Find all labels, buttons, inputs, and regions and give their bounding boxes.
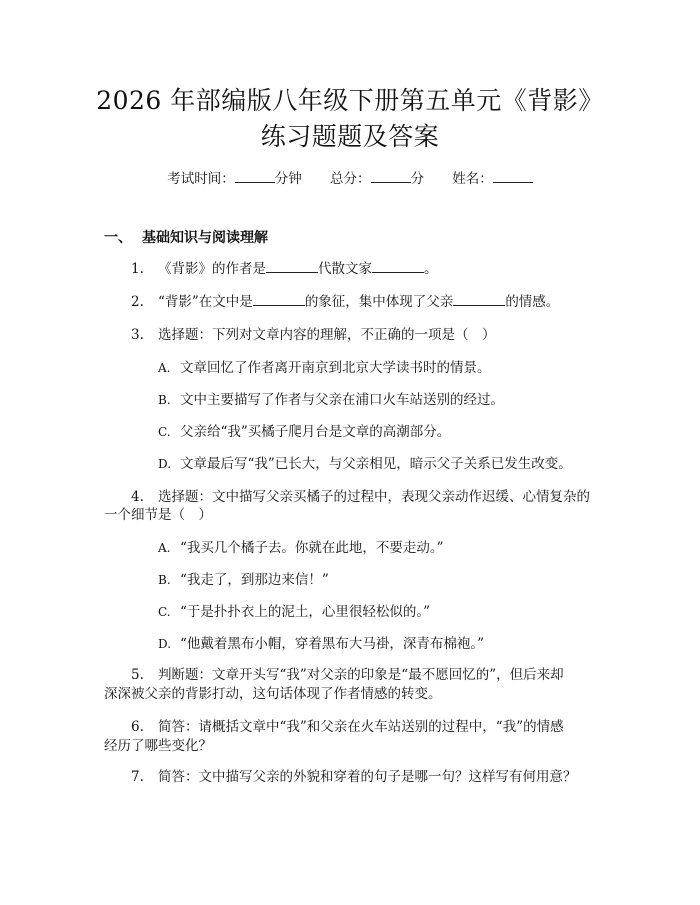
question-number: 3. [131,327,144,343]
option-letter: D. [158,457,172,471]
total-score-unit: 分 [410,171,424,187]
question-text: 简答：文中描写父亲的外貌和穿着的句子是哪一句？这样写有何用意？ [158,769,577,785]
option-text: 文中主要描写了作者与父亲在浦口火车站送别的经过。 [180,392,504,408]
question-4-continued [104,504,212,527]
question-2 [131,291,559,314]
option-letter: A. [158,541,171,555]
question-text: 《背影》的作者是 [158,261,266,277]
option-text: “我走了，到那边来信！” [180,572,329,588]
exam-time-unit: 分钟 [274,171,302,187]
question-number: 2. [131,294,144,310]
question-1 [131,258,438,281]
page-title: 2026 年部编版八年级下册第五单元《背影》 [96,86,604,115]
question-number: 5. [131,667,144,683]
exam-info-line [0,168,700,189]
option-a [158,358,491,378]
name-blank [493,168,533,183]
question-text: 选择题：下列对文章内容的理解，不正确的一项是（ ） [158,327,496,343]
answer-blank [253,291,305,306]
option-letter: B. [158,573,171,587]
total-score-label: 总分： [330,171,371,187]
question-number: 1. [131,261,144,277]
total-score-field [330,168,424,189]
page-subtitle: 练习题题及答案 [260,122,440,151]
option-text: 父亲给“我”买橘子爬月台是文章的高潮部分。 [180,424,451,440]
section-title: 基础知识与阅读理解 [142,230,268,246]
option-letter: B. [158,393,171,407]
name-field [452,168,533,189]
name-label: 姓名： [452,171,493,187]
option-d [158,454,572,474]
question-number: 7. [131,769,144,785]
option-text: “他戴着黑布小帽，穿着黑布大马褂，深青布棉袍。” [180,636,485,652]
question-text: 判断题：文章开头写“我”对父亲的印象是“最不愿回忆的”，但后来却 [158,667,564,683]
option-letter: A. [158,361,171,375]
option-b [158,390,504,410]
question-text: 。 [424,261,438,277]
question-7 [131,766,577,789]
section-number: 一、 [104,230,132,246]
question-6-continued [104,735,212,758]
question-text: 的情感。 [505,294,560,310]
question-text: 简答：请概括文章中“我”和父亲在火车站送别的过程中，“我”的情感 [158,719,564,735]
option-text: 文章最后写“我”已长大，与父亲相见，暗示父子关系已发生改变。 [180,456,572,472]
option-letter: D. [158,637,172,651]
question-text: 代散文家 [318,261,372,277]
answer-blank [453,291,505,306]
question-number: 6. [131,719,144,735]
question-text: 的象征，集中体现了父亲 [304,294,454,310]
question-number: 4. [131,489,144,505]
exam-time-label: 考试时间： [167,171,235,187]
answer-blank [266,258,318,273]
exam-time-field [167,168,302,189]
question-text: 经历了哪些变化？ [104,738,212,754]
option-text: 文章回忆了作者离开南京到北京大学读书时的情景。 [180,360,491,376]
option-c [158,602,430,622]
option-text: “我买几个橘子去。你就在此地，不要走动。” [180,540,444,556]
total-score-blank [371,168,411,183]
option-c [158,422,450,442]
option-d [158,634,484,654]
option-text: “于是扑扑衣上的泥土，心里很轻松似的。” [180,604,431,620]
question-text: “背影”在文中是 [158,294,253,310]
section-heading [104,228,268,248]
answer-blank [372,258,424,273]
exam-time-blank [235,168,275,183]
question-text: 一个细节是（ ） [104,507,212,523]
option-letter: C. [158,425,171,439]
question-5-continued [104,683,442,706]
option-b [158,570,329,590]
option-a [158,538,444,558]
question-text: 深深被父亲的背影打动，这句话体现了作者情感的转变。 [104,686,442,702]
question-3 [131,324,496,347]
question-text: 选择题：文中描写父亲买橘子的过程中，表现父亲动作迟缓、心情复杂的 [158,489,590,505]
option-letter: C. [158,605,171,619]
